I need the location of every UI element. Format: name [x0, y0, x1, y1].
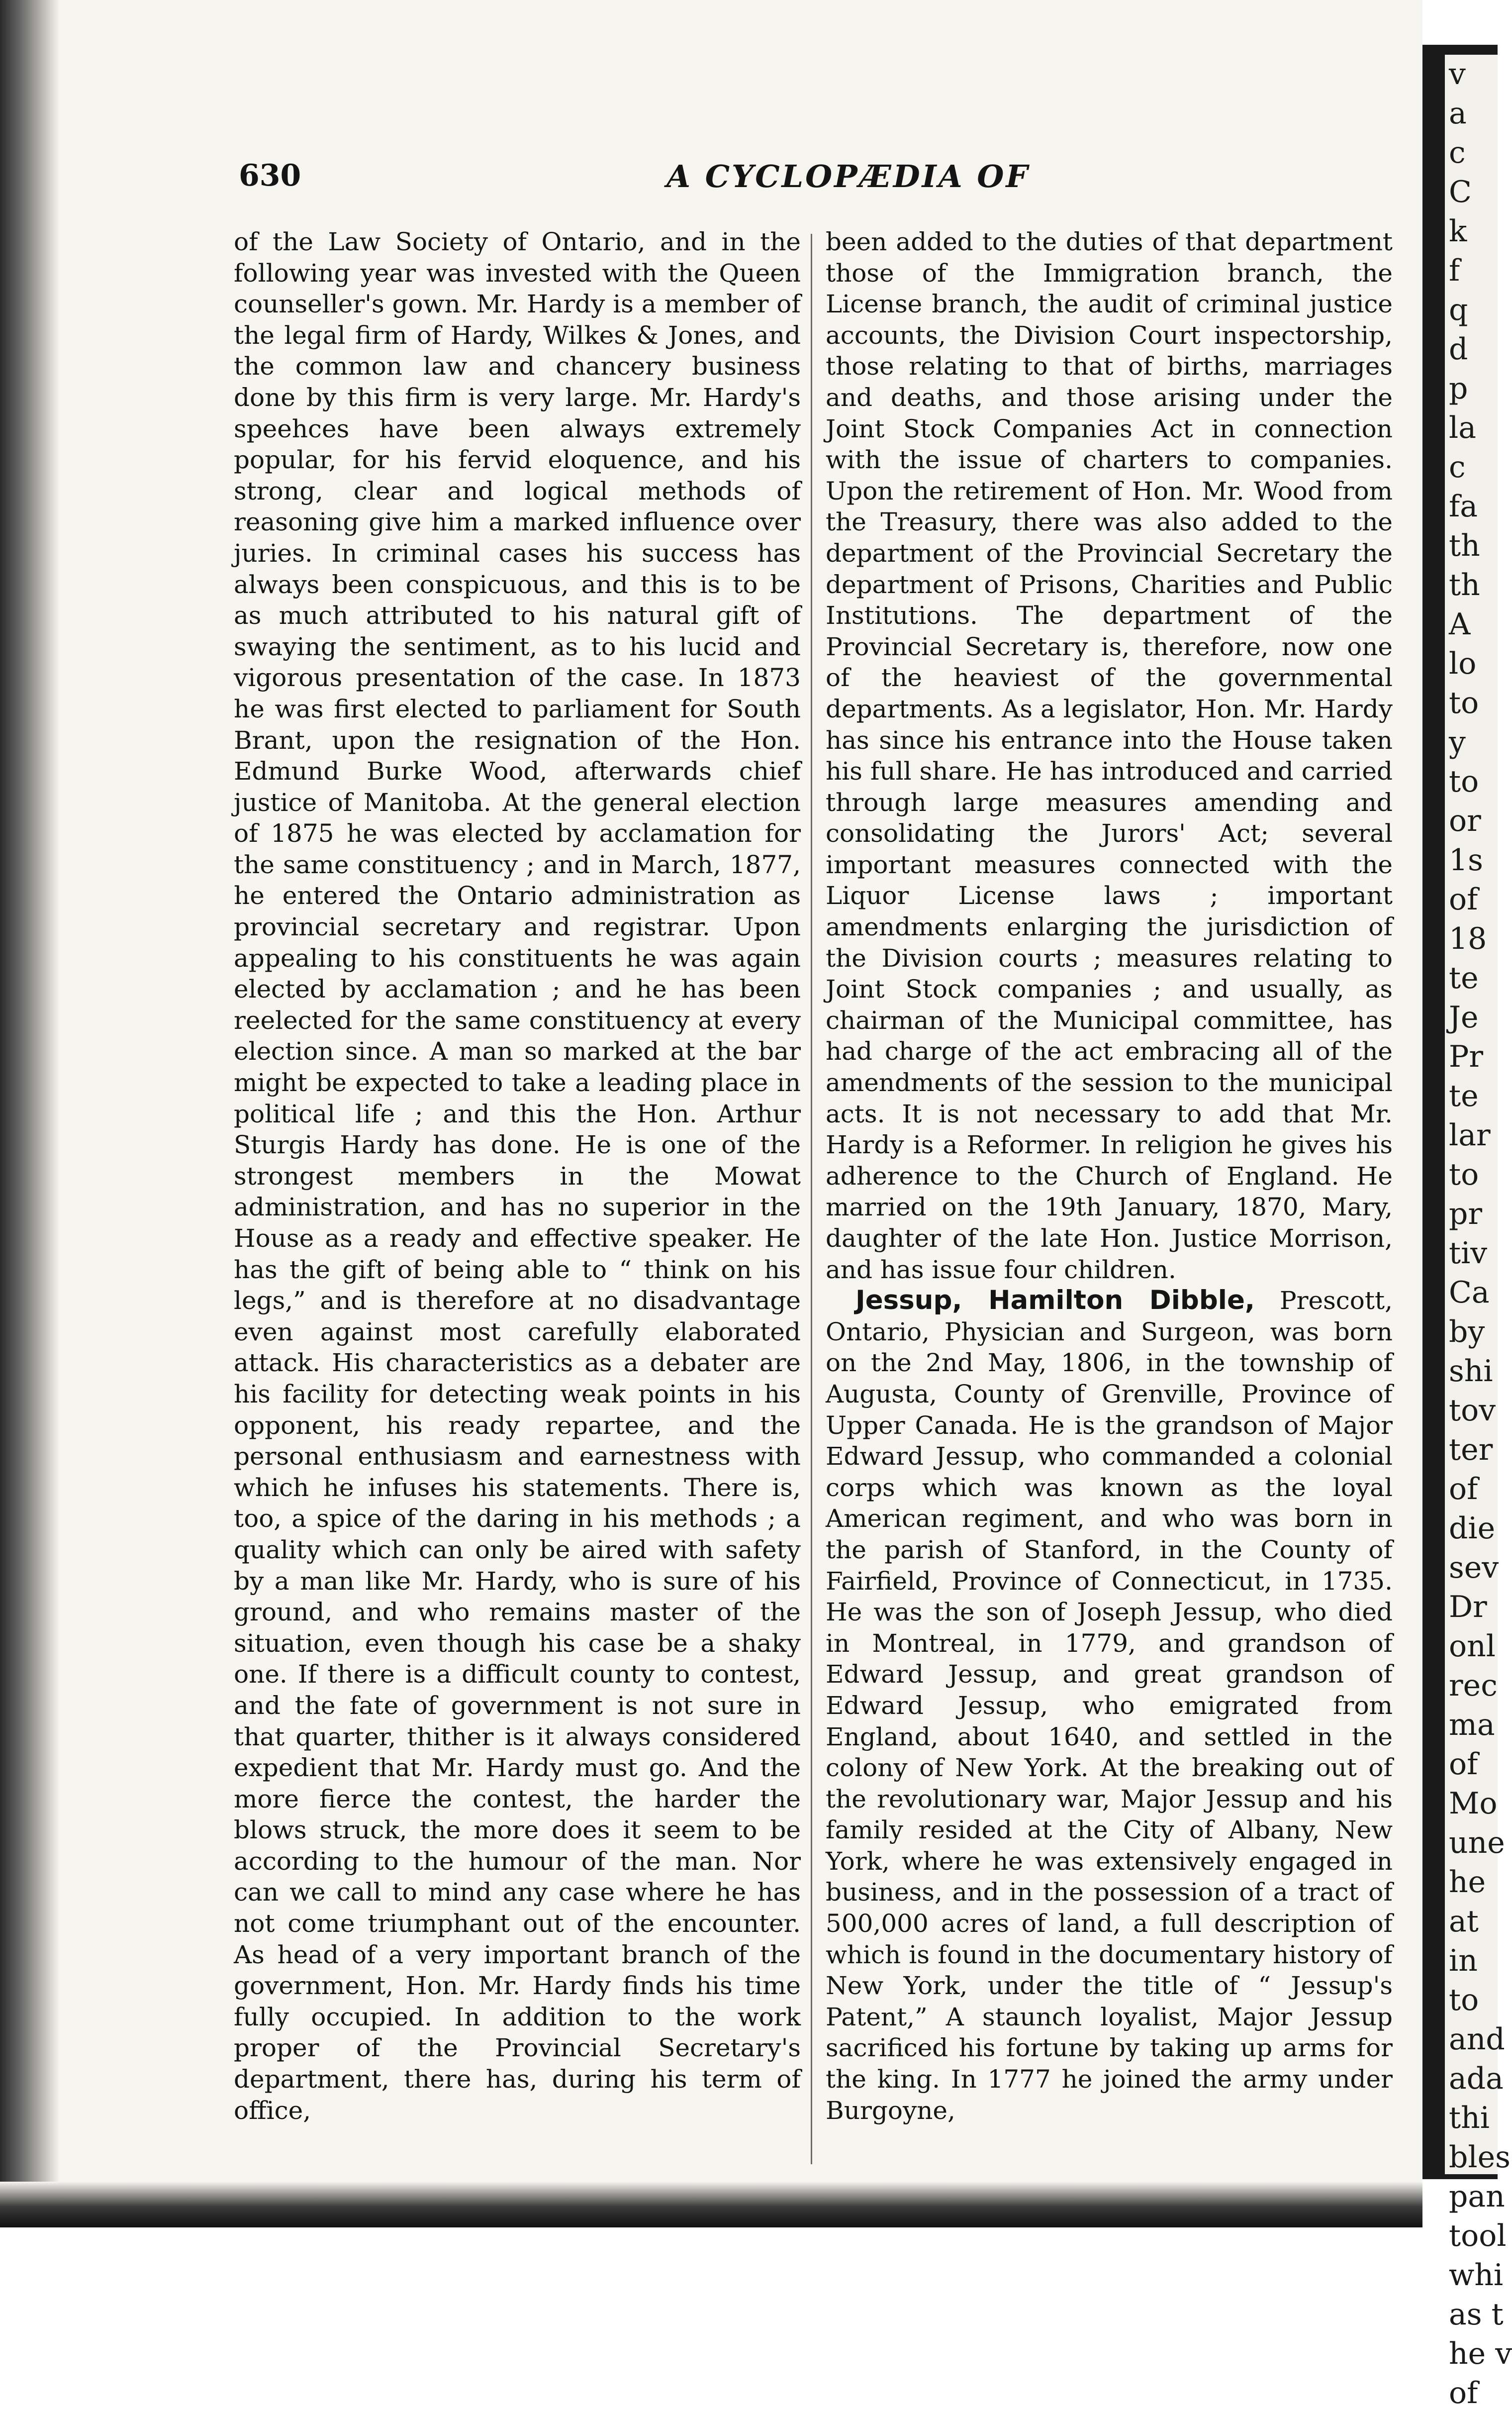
- next-page-fragment: of: [1449, 1472, 1478, 1507]
- next-page-fragment: pr: [1449, 1197, 1483, 1231]
- next-page-fragment: of: [1449, 882, 1478, 917]
- next-page-fragment: y: [1449, 725, 1466, 760]
- next-page-fragment: ma: [1449, 1708, 1495, 1742]
- next-page-fragment: th: [1449, 568, 1480, 603]
- entry-text: Prescott, Ontario, Physician and Surgeon, was born on the 2nd May, 1806, in the township of Augusta, County of Grenville, Province of Upper Canada. He is the grandson of Major Edward Jessup, who commanded a colonial corps which was known as the loyal American regiment, and who was born in the parish of Stanford, in the County of Fairfield, Province of Connecticut, in 1735. He was the son of Joseph Jessup, who died in Montreal, in 1779, and grandson of Edward Jessup, and great grandson of Edward Jessup, who emigrated from England, about 1640, and settled in the colony of New York. At the breaking out of the revolutionary war, Major Jessup and his family resided at the City of Albany, New York, where he was extensively engaged in business, and in the possession of a tract of 500,000 acres of land, a full description of which is found in the documentary history of New York, under the title of “ Jessup's Patent,” A staunch loyalist, Major Jessup sacrificed his fortune by taking up arms for the king. In 1777 he joined the army under Burgoyne,: [826, 1286, 1393, 2125]
- article-continuation: been added to the duties of that department those of the Immigration branch, the License branch, the audit of criminal justice accounts, the Division Court inspectorship, those relating to that of births, marriages and deaths, and those arising under the Joint Stock Companies Act in connection with the issue of charters to companies. Upon the retirement of Hon. Mr. Wood from the Treasury, there was also added to the department of the Provincial Secretary the department of Prisons, Charities and Public Institutions. The department of the Provincial Secretary is, therefore, now one of the heaviest of the governmental departments. As a legislator, Hon. Mr. Hardy has since his entrance into the House taken his full share. He has introduced and carried through large measures amending and consolidating the Jurors' Act; several important measures connected with the Liquor License laws ; important amendments enlarging the jurisdiction of the Division courts ; measures relating to Joint Stock companies ; and usually, as chairman of the Municipal committee, has had charge of the act embracing all of the amendments of the session to the municipal acts. It is not necessary to add that Mr. Hardy is a Reformer. In religion he gives his adherence to the Church of England. He married on the 19th January, 1870, Mary, daughter of the late Hon. Justice Morrison, and has issue four children.: [826, 227, 1393, 1284]
- next-page-fragment: rec: [1449, 1668, 1498, 1703]
- next-page-fragment: lar: [1449, 1118, 1491, 1153]
- next-page-fragment: and: [1449, 2022, 1505, 2057]
- next-page-fragment: une: [1449, 1825, 1505, 1860]
- biography-entry: [826, 1285, 1393, 2126]
- next-page-fragment: or: [1449, 804, 1481, 838]
- next-page-fragment: to: [1449, 764, 1479, 799]
- left-column: [234, 226, 801, 2167]
- next-page-fragment: sev: [1449, 1550, 1499, 1585]
- next-page-fragment: 1s: [1449, 843, 1483, 878]
- running-title: A CYCLOPÆDIA OF: [666, 158, 1030, 195]
- next-page-fragment: lo: [1449, 646, 1477, 681]
- next-page-fragment: k: [1449, 214, 1467, 249]
- next-page-fragment: bles: [1449, 2140, 1511, 2175]
- next-page-fragment: Pr: [1449, 1039, 1484, 1074]
- next-page-fragment: Dr: [1449, 1590, 1487, 1624]
- next-page-fragment: p: [1449, 371, 1468, 406]
- right-column: [826, 226, 1393, 2167]
- next-page-fragment: v: [1449, 57, 1466, 92]
- adjacent-page-fragment: [1445, 55, 1512, 2411]
- next-page-fragment: la: [1449, 410, 1476, 445]
- next-page-fragment: pan: [1449, 2179, 1505, 2214]
- next-page-fragment: tiv: [1449, 1236, 1488, 1271]
- next-page-fragment: a: [1449, 96, 1467, 131]
- next-page-fragment: A: [1449, 607, 1471, 642]
- next-page-fragment: c: [1449, 135, 1466, 170]
- next-page-fragment: onl: [1449, 1629, 1496, 1664]
- next-page-fragment: to: [1449, 1983, 1479, 2017]
- next-page-fragment: of: [1449, 2376, 1478, 2411]
- next-page-fragment: ada: [1449, 2061, 1504, 2096]
- next-page-fragment: he: [1449, 1865, 1486, 1900]
- next-page-fragment: fa: [1449, 489, 1478, 524]
- binding-gutter: [0, 0, 60, 2227]
- page-number: 630: [239, 158, 301, 193]
- next-page-fragment: ter: [1449, 1432, 1493, 1467]
- column-divider: [811, 234, 812, 2164]
- entry-name: Jessup, Hamilton Dibble,: [855, 1285, 1255, 1316]
- next-page-fragment: Ca: [1449, 1275, 1490, 1310]
- next-page-fragment: to: [1449, 686, 1479, 720]
- next-page-fragment: whi: [1449, 2258, 1504, 2293]
- next-page-fragment: to: [1449, 1157, 1479, 1192]
- next-page-fragment: die: [1449, 1511, 1496, 1546]
- next-page-fragment: shi: [1449, 1354, 1493, 1389]
- next-page-fragment: f: [1449, 253, 1460, 288]
- next-page-fragment: th: [1449, 528, 1480, 563]
- next-page-fragment: as t: [1449, 2297, 1504, 2332]
- next-page-fragment: Mo: [1449, 1786, 1498, 1821]
- next-page-fragment: 18: [1449, 921, 1487, 956]
- next-page-fragment: thi: [1449, 2101, 1490, 2135]
- next-page-fragment: at: [1449, 1904, 1479, 1939]
- next-page-fragment: in: [1449, 1943, 1478, 1978]
- article-text: of the Law Society of Ontario, and in the following year was invested with the Queen counseller's gown. Mr. Hardy is a member of the legal firm of Hardy, Wilkes & Jones, and the common law and chancery business done by this firm is very large. Mr. Hardy's speehces have been always extremely popular, for his fervid eloquence, and his strong, clear and logical methods of reasoning give him a marked influence over juries. In criminal cases his success has always been conspicuous, and this is to be as much attributed to his natural gift of swaying the sentiment, as to his lucid and vigorous presentation of the case. In 1873 he was first elected to parliament for South Brant, upon the resignation of the Hon. Edmund Burke Wood, afterwards chief justice of Manitoba. At the general election of 1875 he was elected by acclamation for the same constituency ; and in March, 1877, he entered the Ontario administration as provincial secretary and registrar. Upon appealing to his constituents he was again elected by acclamation ; and he has been reelected for the same constituency at every election since. A man so marked at the bar might be expected to take a leading place in political life ; and this the Hon. Arthur Sturgis Hardy has done. He is one of the strongest members in the Mowat administration, and has no superior in the House as a ready and effective speaker. He has the gift of being able to “ think on his legs,” and is therefore at no disadvantage even against most carefully elaborated attack. His characteristics as a debater are his facility for detecting weak points in his opponent, his ready repartee, and the personal enthusiasm and earnestness with which he infuses his statements. There is, too, a spice of the daring in his methods ; a quality which can only be aired with safety by a man like Mr. Hardy, who is sure of his ground, and who remains master of the situation, even though his case be a shaky one. If there is a difficult county to contest, and the fate of government is not sure in that quarter, thither is it always considered expedient that Mr. Hardy must go. And the more fierce the contest, the harder the blows struck, the more does it seem to be according to the humour of the man. Nor can we call to mind any case where he has not come triumphant out of the encounter. As head of a very important branch of the government, Hon. Mr. Hardy finds his time fully occupied. In addition to the work proper of the Provincial Secretary's department, there has, during his term of office,: [234, 227, 801, 2125]
- next-page-fragment: q: [1449, 293, 1468, 327]
- next-page-fragment: C: [1449, 175, 1472, 209]
- next-page-fragment: d: [1449, 332, 1468, 367]
- next-page-fragment: of: [1449, 1747, 1478, 1782]
- next-page-fragment: te: [1449, 1079, 1479, 1113]
- next-page-fragment: he v: [1449, 2336, 1512, 2371]
- next-page-fragment: c: [1449, 450, 1466, 485]
- next-page-fragment: te: [1449, 961, 1479, 996]
- scan-bottom-border: [0, 2182, 1422, 2227]
- next-page-fragment: Je: [1449, 1000, 1479, 1035]
- next-page-fragment: tool: [1449, 2218, 1507, 2253]
- next-page-fragment: tov: [1449, 1393, 1496, 1428]
- next-page-fragment: by: [1449, 1314, 1485, 1349]
- page-header: [239, 158, 1363, 203]
